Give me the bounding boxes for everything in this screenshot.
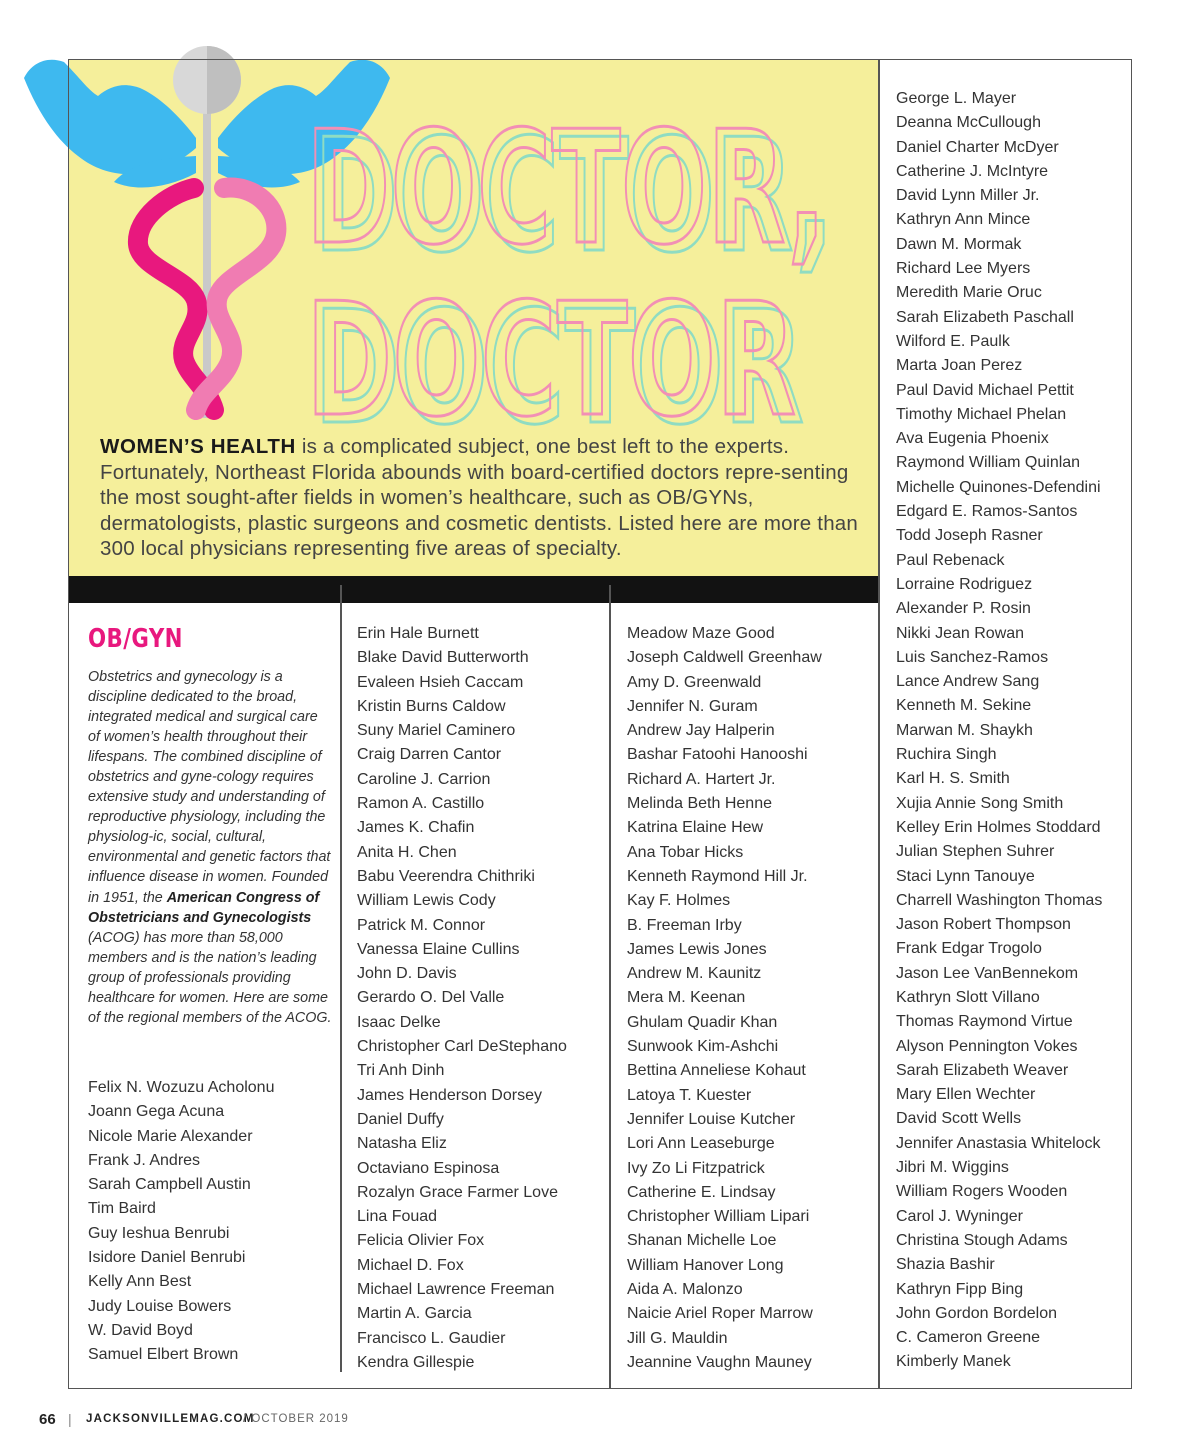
physician-name: Michael D. Fox: [357, 1256, 464, 1274]
physician-name: Kimberly Manek: [896, 1353, 1011, 1371]
physician-name: Ava Eugenia Phoenix: [896, 430, 1049, 448]
physician-name: Jennifer Anastasia Whitelock: [896, 1134, 1101, 1152]
title-line2-shadow: DOCTOR: [314, 277, 804, 432]
physician-name: Paul Rebenack: [896, 551, 1005, 569]
physician-name: Staci Lynn Tanouye: [896, 867, 1035, 885]
physician-name: Aida A. Malonzo: [627, 1281, 743, 1299]
physician-name: Lori Ann Leaseburge: [627, 1135, 775, 1153]
physician-name: Luis Sanchez-Ramos: [896, 648, 1049, 666]
physician-name: Marwan M. Shaykh: [896, 721, 1033, 739]
intro-text: is a complicated subject, one best left to the experts. Fortunately, Northeast Florida abounds with board-certified doctors repre-senting the most sought-after fields in women’s healthcare, such as OB/GYNs, dermatologists, plastic surgeons and cosmetic dentists. Listed here are more than 300 local physicians representing five areas of specialty.: [100, 435, 858, 560]
column-rule: [878, 60, 880, 1388]
physician-name: Lance Andrew Sang: [896, 673, 1040, 691]
physician-name: Christina Stough Adams: [896, 1231, 1068, 1249]
physician-name: Tim Baird: [88, 1200, 156, 1218]
physician-name: Kelley Erin Holmes Stoddard: [896, 818, 1101, 836]
physician-name: Francisco L. Gaudier: [357, 1329, 506, 1347]
physician-name: Richard A. Hartert Jr.: [627, 770, 776, 788]
column-rule: [609, 585, 611, 1388]
physician-name: Joseph Caldwell Greenhaw: [627, 649, 822, 667]
physician-name: Jill G. Mauldin: [627, 1329, 728, 1347]
physician-name: Sarah Elizabeth Paschall: [896, 308, 1074, 326]
physician-name: Kendra Gillespie: [357, 1353, 475, 1371]
physician-name: Andrew Jay Halperin: [627, 722, 775, 740]
physician-name: Blake David Butterworth: [357, 649, 529, 667]
physician-name: Michelle Quinones-Defendini: [896, 478, 1101, 496]
physician-name: Kathryn Slott Villano: [896, 988, 1040, 1006]
physician-name: Sarah Elizabeth Weaver: [896, 1061, 1069, 1079]
physician-name: C. Cameron Greene: [896, 1329, 1041, 1347]
physician-name: Felicia Olivier Fox: [357, 1232, 485, 1250]
physician-name: Nicole Marie Alexander: [88, 1127, 253, 1145]
physician-name: Kathryn Fipp Bing: [896, 1280, 1024, 1298]
physician-name: Gerardo O. Del Valle: [357, 989, 505, 1007]
physician-name: Kathryn Ann Mince: [896, 211, 1031, 229]
desc-bold: American Congress of Obstetricians and Gynecologists: [88, 889, 320, 926]
physician-name: Mera M. Keenan: [627, 989, 746, 1007]
physician-name: Catherine E. Lindsay: [627, 1183, 776, 1201]
physician-name: Jennifer Louise Kutcher: [627, 1110, 796, 1128]
physician-name: Jason Lee VanBennekom: [896, 964, 1079, 982]
physician-name: Craig Darren Cantor: [357, 746, 502, 764]
title-line1: DOCTOR,: [306, 97, 826, 279]
physician-name: Mary Ellen Wechter: [896, 1086, 1036, 1104]
physician-name: Suny Mariel Caminero: [357, 722, 516, 740]
physician-name: Lina Fouad: [357, 1208, 438, 1226]
physician-name: Timothy Michael Phelan: [896, 405, 1067, 423]
physician-name: Kelly Ann Best: [88, 1273, 192, 1291]
physician-name: David Lynn Miller Jr.: [896, 187, 1040, 205]
names-column-1: [88, 1076, 274, 1368]
physician-name: Marta Joan Perez: [896, 357, 1023, 375]
physician-name: Meredith Marie Oruc: [896, 284, 1042, 302]
physician-name: Jeannine Vaughn Mauney: [627, 1353, 812, 1371]
physician-name: Nikki Jean Rowan: [896, 624, 1025, 642]
names-column-4: [896, 87, 1102, 1375]
physician-name: Carol J. Wyninger: [896, 1207, 1024, 1225]
physician-name: Edgard E. Ramos-Santos: [896, 503, 1078, 521]
physician-name: Frank J. Andres: [88, 1151, 201, 1169]
physician-name: Deanna McCullough: [896, 114, 1041, 132]
physician-name: Anita H. Chen: [357, 843, 457, 861]
physician-name: George L. Mayer: [896, 90, 1017, 107]
physician-name: James Lewis Jones: [627, 940, 767, 958]
page-number: 66: [39, 1411, 56, 1428]
physician-name: Evaleen Hsieh Caccam: [357, 673, 524, 691]
section-description: [88, 667, 333, 1028]
physician-name: Isidore Daniel Benrubi: [88, 1249, 246, 1267]
physician-name: Christopher Carl DeStephano: [357, 1038, 567, 1056]
physician-name: Ghulam Quadir Khan: [627, 1013, 778, 1031]
physician-name: Daniel Duffy: [357, 1110, 444, 1128]
physician-name: Catherine J. McIntyre: [896, 162, 1049, 180]
footer-site: JACKSONVILLEMAG.COM: [86, 1413, 255, 1425]
column-rule: [340, 585, 342, 1372]
physician-name: Ruchira Singh: [896, 746, 997, 764]
title-line2: DOCTOR: [306, 269, 796, 432]
physician-name: Paul David Michael Pettit: [896, 381, 1074, 399]
physician-name: Kristin Burns Caldow: [357, 697, 506, 715]
physician-name: David Scott Wells: [896, 1110, 1022, 1128]
names-column-3: [627, 622, 822, 1375]
physician-name: Shazia Bashir: [896, 1256, 995, 1274]
physician-name: Ramon A. Castillo: [357, 795, 485, 813]
physician-name: Jibri M. Wiggins: [896, 1159, 1009, 1177]
physician-name: Isaac Delke: [357, 1013, 441, 1031]
physician-name: Xujia Annie Song Smith: [896, 794, 1064, 812]
footer-separator: |: [68, 1411, 72, 1427]
desc-part-1: Obstetrics and gynecology is a discipline dedicated to the broad, integrated medical and surgical care of women’s health throughout their lifespans. The combined discipline of obstetrics and gyne-cology requires extensive study and understanding of reproductive physiology, including the physiolog-ic, social, cultural, environmental and genetic factors that influence disease in women. Founded in 1951, the: [88, 669, 331, 906]
physician-name: Shanan Michelle Loe: [627, 1232, 777, 1250]
physician-name: Samuel Elbert Brown: [88, 1346, 239, 1364]
footer-issue: / OCTOBER 2019: [243, 1413, 349, 1425]
physician-name: Julian Stephen Suhrer: [896, 843, 1055, 861]
physician-name: Babu Veerendra Chithriki: [357, 867, 535, 885]
physician-name: Ana Tobar Hicks: [627, 843, 744, 861]
physician-name: Martin A. Garcia: [357, 1305, 472, 1323]
physician-name: Ivy Zo Li Fitzpatrick: [627, 1159, 765, 1177]
physician-name: Natasha Eliz: [357, 1135, 447, 1153]
physician-name: Vanessa Elaine Cullins: [357, 940, 520, 958]
physician-name: Alyson Pennington Vokes: [896, 1037, 1078, 1055]
names-column-2: [357, 622, 567, 1375]
physician-name: Andrew M. Kaunitz: [627, 965, 762, 983]
physician-name: Bashar Fatoohi Hanooshi: [627, 746, 808, 764]
physician-name: Raymond William Quinlan: [896, 454, 1081, 472]
physician-name: Patrick M. Connor: [357, 916, 486, 934]
physician-name: William Rogers Wooden: [896, 1183, 1068, 1201]
physician-name: Katrina Elaine Hew: [627, 819, 764, 837]
physician-name: James K. Chafin: [357, 819, 475, 837]
physician-name: Karl H. S. Smith: [896, 770, 1010, 788]
physician-name: Daniel Charter McDyer: [896, 138, 1059, 156]
physician-name: Guy Ieshua Benrubi: [88, 1224, 230, 1242]
physician-name: Tri Anh Dinh: [357, 1062, 445, 1080]
physician-name: Meadow Maze Good: [627, 625, 775, 642]
physician-name: Sunwook Kim-Ashchi: [627, 1038, 779, 1056]
physician-name: Latoya T. Kuester: [627, 1086, 752, 1104]
physician-name: Joann Gega Acuna: [88, 1103, 225, 1121]
desc-part-2: (ACOG) has more than 58,000 members and is the nation’s leading group of professionals providing healthcare for women. Here are some of the regional members of the ACOG.: [88, 929, 332, 1026]
physician-name: Dawn M. Mormak: [896, 235, 1022, 253]
physician-name: Kay F. Holmes: [627, 892, 731, 910]
physician-name: Wilford E. Paulk: [896, 332, 1010, 350]
section-heading: OB/GYN: [88, 624, 183, 654]
physician-name: James Henderson Dorsey: [357, 1086, 542, 1104]
physician-name: Frank Edgar Trogolo: [896, 940, 1042, 958]
physician-name: William Lewis Cody: [357, 892, 496, 910]
physician-name: Bettina Anneliese Kohaut: [627, 1062, 806, 1080]
physician-name: William Hanover Long: [627, 1256, 784, 1274]
physician-name: Naicie Ariel Roper Marrow: [627, 1305, 813, 1323]
physician-name: Michael Lawrence Freeman: [357, 1281, 555, 1299]
physician-name: Thomas Raymond Virtue: [896, 1013, 1073, 1031]
title-line1-shadow: DOCTOR,: [314, 105, 834, 287]
physician-name: Kenneth M. Sekine: [896, 697, 1032, 715]
physician-name: Kenneth Raymond Hill Jr.: [627, 867, 808, 885]
physician-name: Charrell Washington Thomas: [896, 891, 1103, 909]
physician-name: Felix N. Wozuzu Acholonu: [88, 1079, 275, 1096]
physician-name: John Gordon Bordelon: [896, 1304, 1057, 1322]
physician-name: Rozalyn Grace Farmer Love: [357, 1183, 558, 1201]
physician-name: Jennifer N. Guram: [627, 697, 758, 715]
physician-name: W. David Boyd: [88, 1321, 193, 1339]
physician-name: Todd Joseph Rasner: [896, 527, 1043, 545]
physician-name: John D. Davis: [357, 965, 457, 983]
physician-name: Alexander P. Rosin: [896, 600, 1031, 618]
physician-name: Jason Robert Thompson: [896, 916, 1071, 934]
physician-name: Richard Lee Myers: [896, 260, 1031, 278]
physician-name: Erin Hale Burnett: [357, 625, 479, 642]
physician-name: Amy D. Greenwald: [627, 673, 762, 691]
physician-name: Christopher William Lipari: [627, 1208, 810, 1226]
physician-name: Caroline J. Carrion: [357, 770, 491, 788]
physician-name: Sarah Campbell Austin: [88, 1176, 251, 1194]
physician-name: Judy Louise Bowers: [88, 1297, 232, 1315]
physician-name: Lorraine Rodriguez: [896, 575, 1033, 593]
physician-name: B. Freeman Irby: [627, 916, 742, 934]
physician-name: Octaviano Espinosa: [357, 1159, 500, 1177]
intro-lead: WOMEN’S HEALTH: [100, 435, 296, 458]
physician-name: Melinda Beth Henne: [627, 795, 772, 813]
